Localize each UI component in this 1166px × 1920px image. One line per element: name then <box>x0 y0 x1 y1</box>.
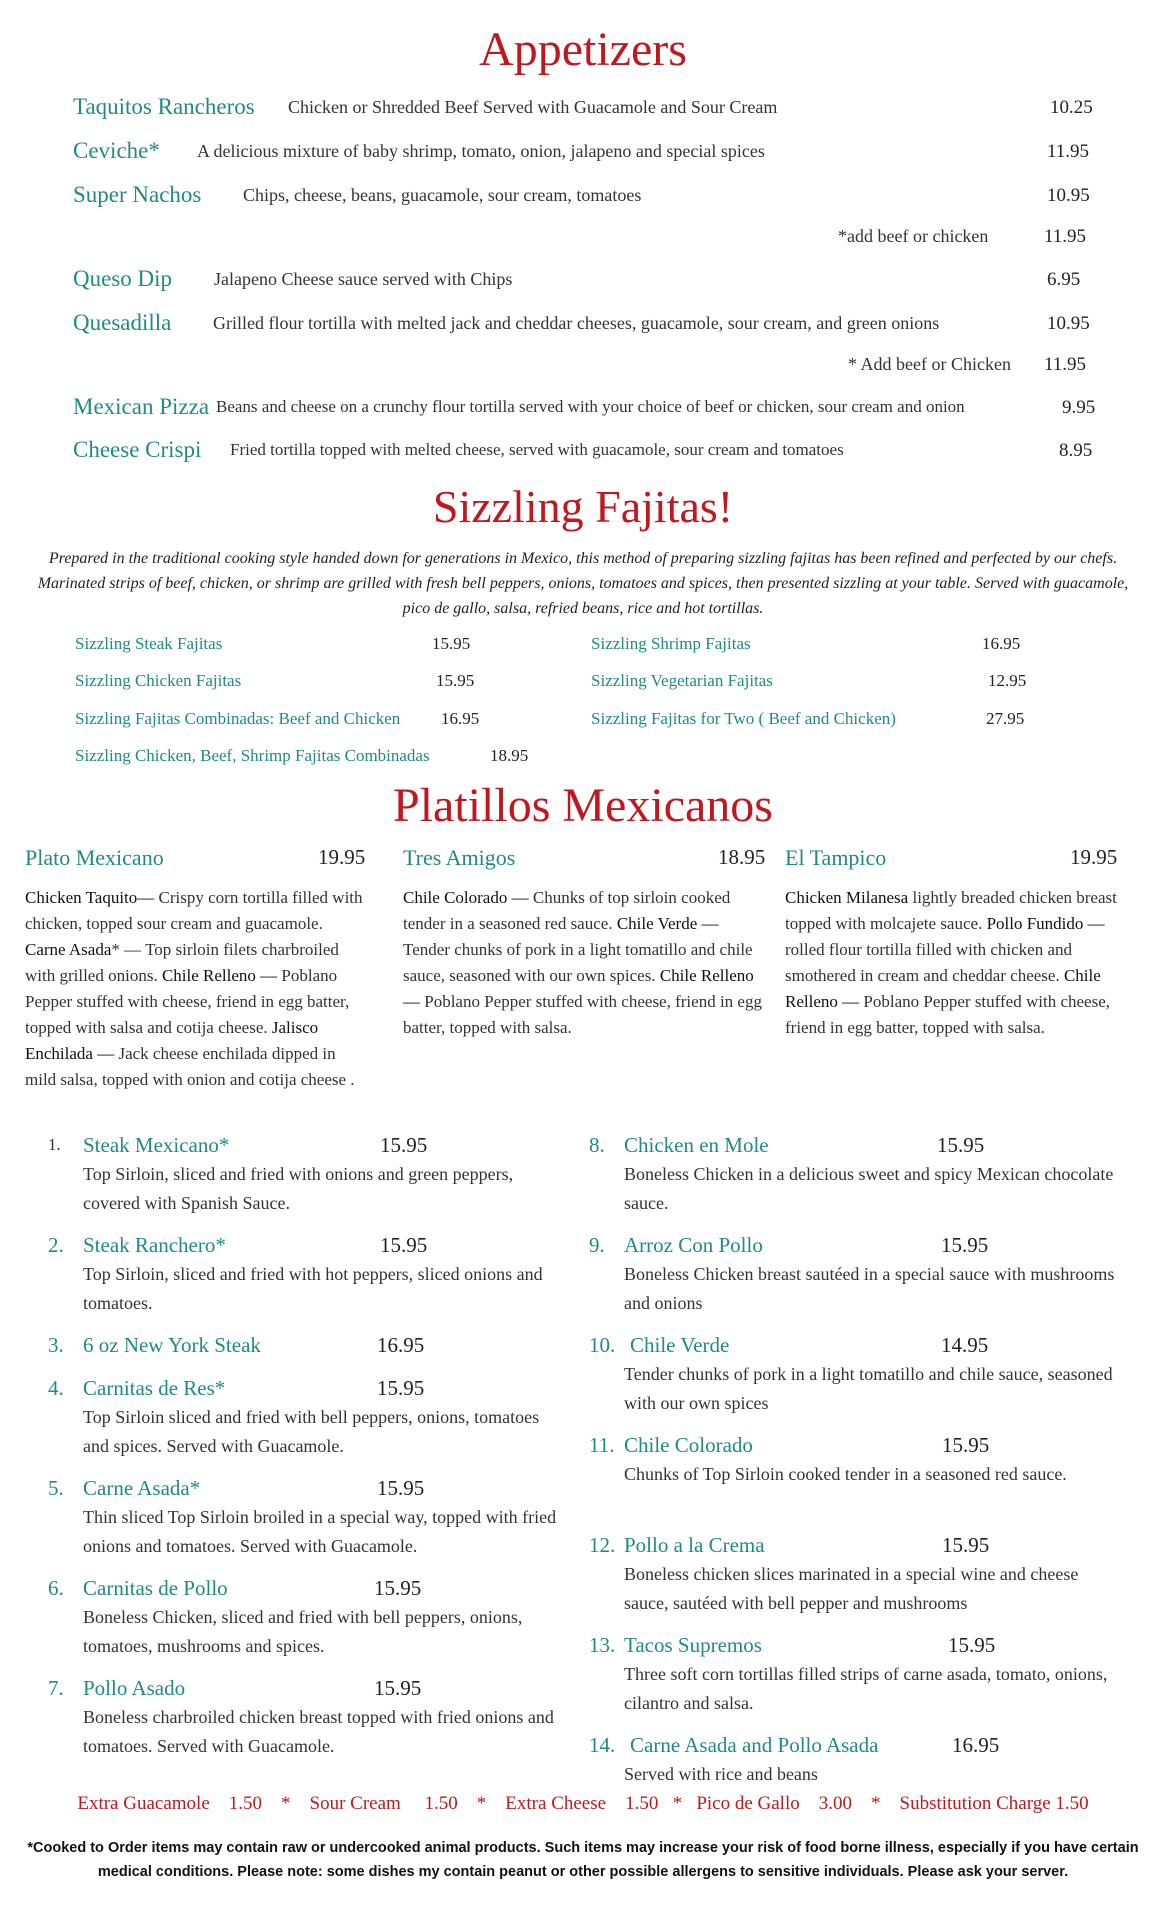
appetizer-name: Super Nachos <box>73 182 202 207</box>
combo-part-name: Chile Relleno — <box>785 966 1101 1011</box>
item-number: 5. <box>48 1476 64 1500</box>
appetizer-addon: * Add beef or Chicken <box>848 354 1011 374</box>
item-name: Steak Mexicano* <box>83 1133 230 1157</box>
item-price: 15.95 <box>374 1576 422 1600</box>
appetizer-desc: Chips, cheese, beans, guacamole, sour cream, tomatoes <box>243 185 642 205</box>
item-price: 15.95 <box>941 1233 989 1257</box>
combo-price: 18.95 <box>718 845 766 869</box>
allergen-disclaimer: *Cooked to Order items may contain raw or undercooked animal products. Such items may increase your risk of food borne illness, especially if you have certain medical conditions. Please note: some dishes my contain peanut or other possible allergens to sensitive individuals. Please ask your server. <box>27 1840 1139 1880</box>
appetizer-price: 9.95 <box>1062 397 1096 418</box>
combo-name: Tres Amigos <box>403 845 516 870</box>
extra-price: 1.50 <box>228 1793 262 1814</box>
item-number: 7. <box>48 1676 64 1700</box>
appetizer-name: Mexican Pizza <box>73 394 210 419</box>
item-desc: Top Sirloin, sliced and fried with onions and green peppers, covered with Spanish Sauce. <box>83 1164 514 1213</box>
item-price: 15.95 <box>377 1476 425 1500</box>
combo-part-name: Pollo Fundido — <box>986 914 1105 933</box>
appetizer-desc: A delicious mixture of baby shrimp, tomato, onion, jalapeno and special spices <box>197 141 765 161</box>
fajita-price: 16.95 <box>982 634 1021 653</box>
appetizer-addon: *add beef or chicken <box>838 226 989 246</box>
appetizer-price: 11.95 <box>1047 141 1090 162</box>
combo-part-name: Chile Relleno — <box>161 966 278 985</box>
appetizer-desc: Chicken or Shredded Beef Served with Guacamole and Sour Cream <box>288 97 778 117</box>
item-name: Pollo a la Crema <box>624 1533 765 1557</box>
item-name: Pollo Asado <box>83 1676 186 1700</box>
item-desc: Boneless Chicken in a delicious sweet and spicy Mexican chocolate sauce. <box>624 1164 1114 1213</box>
appetizer-desc: Beans and cheese on a crunchy flour tortilla served with your choice of beef or chicken, sour cream and onion <box>216 397 965 416</box>
item-number: 4. <box>48 1376 64 1400</box>
combo-part-text: * — Top sirloin filets charbroiled with grilled onions. <box>25 940 339 985</box>
item-number: 1. <box>48 1135 61 1154</box>
item-number: 9. <box>589 1233 605 1257</box>
item-price: 15.95 <box>948 1633 996 1657</box>
item-price: 15.95 <box>937 1133 985 1157</box>
fajita-name: Sizzling Fajitas for Two ( Beef and Chicken) <box>591 709 896 728</box>
item-number: 8. <box>589 1133 605 1157</box>
item-number: 2. <box>48 1233 64 1257</box>
combo-part-text: Chunks of top sirloin cooked tender in a seasoned red sauce. <box>403 888 731 933</box>
extra-separator: * <box>476 1793 487 1814</box>
item-name: 6 oz New York Steak <box>83 1333 261 1357</box>
item-price: 16.95 <box>377 1333 425 1357</box>
extra-name: Sour Cream <box>309 1793 401 1814</box>
fajita-price: 16.95 <box>441 709 480 728</box>
combo-part-text: Crispy corn tortilla filled with chicken, topped sour cream and guacamole. <box>25 888 363 933</box>
fajita-name: Sizzling Shrimp Fajitas <box>591 634 751 653</box>
combo-desc <box>785 885 1147 1041</box>
item-number: 6. <box>48 1576 64 1600</box>
fajitas-title: Sizzling Fajitas! <box>432 481 734 532</box>
extra-separator: * <box>281 1793 291 1814</box>
fajita-price: 27.95 <box>986 709 1025 728</box>
fajita-name: Sizzling Steak Fajitas <box>75 634 223 653</box>
combo-part-text: Poblano Pepper stuffed with cheese, friend in egg batter, topped with salsa and cotija cheese. <box>25 966 350 1037</box>
extra-price: 1.50 <box>424 1793 458 1814</box>
combo-part-name: Chicken Milanesa <box>785 888 909 907</box>
combo-desc <box>403 885 767 1041</box>
item-name: Carne Asada* <box>83 1476 201 1500</box>
item-desc: Top Sirloin sliced and fried with bell peppers, onions, tomatoes and spices. Served with Guacamole. <box>83 1407 540 1456</box>
extra-price: 1.50 <box>1055 1793 1089 1814</box>
combo-part-text: lightly breaded chicken breast topped with molcajete sauce. <box>785 888 1117 933</box>
item-price: 14.95 <box>941 1333 989 1357</box>
extras-line <box>0 1793 1166 1815</box>
item-price: 15.95 <box>380 1133 428 1157</box>
appetizer-price: 10.95 <box>1047 313 1090 334</box>
item-price: 16.95 <box>952 1733 1000 1757</box>
extra-name: Extra Guacamole <box>77 1793 210 1814</box>
item-desc: Three soft corn tortillas filled strips of carne asada, tomato, onions, cilantro and salsa. <box>624 1664 1108 1713</box>
appetizers-title: Appetizers <box>479 23 687 76</box>
item-name: Carne Asada and Pollo Asada <box>630 1733 879 1757</box>
fajita-name: Sizzling Chicken, Beef, Shrimp Fajitas Combinadas <box>75 746 430 765</box>
fajita-name: Sizzling Vegetarian Fajitas <box>591 671 773 690</box>
platillos-title: Platillos Mexicanos <box>393 779 773 832</box>
item-number: 3. <box>48 1333 64 1357</box>
combo-name: Plato Mexicano <box>25 845 164 870</box>
item-desc: Boneless chicken slices marinated in a special wine and cheese sauce, sautéed with bell pepper and mushrooms <box>624 1564 1079 1613</box>
item-name: Tacos Supremos <box>624 1633 762 1657</box>
combo-part-text: Poblano Pepper stuffed with cheese, friend in egg batter, topped with salsa. <box>403 992 762 1037</box>
item-desc: Chunks of Top Sirloin cooked tender in a seasoned red sauce. <box>624 1464 1067 1484</box>
item-number: 13. <box>589 1633 616 1657</box>
extra-name: Substitution Charge <box>899 1793 1051 1814</box>
combo-desc <box>25 885 365 1093</box>
appetizer-name: Queso Dip <box>73 266 173 291</box>
item-price: 15.95 <box>377 1376 425 1400</box>
appetizer-desc: Jalapeno Cheese sauce served with Chips <box>214 269 513 289</box>
combo-part-text: Poblano Pepper stuffed with cheese, friend in egg batter, topped with salsa. <box>785 992 1110 1037</box>
item-number: 12. <box>589 1533 616 1557</box>
fajita-name: Sizzling Chicken Fajitas <box>75 671 242 690</box>
appetizer-name: Taquitos Rancheros <box>73 94 255 119</box>
extra-price: 1.50 <box>625 1793 659 1814</box>
item-name: Chicken en Mole <box>624 1133 769 1157</box>
item-desc: Top Sirloin, sliced and fried with hot peppers, sliced onions and tomatoes. <box>83 1264 543 1313</box>
combo-price: 19.95 <box>1070 845 1118 869</box>
appetizer-name: Ceviche* <box>73 138 160 163</box>
item-price: 15.95 <box>374 1676 422 1700</box>
item-desc: Boneless Chicken breast sautéed in a special sauce with mushrooms and onions <box>624 1264 1115 1313</box>
item-name: Arroz Con Pollo <box>624 1233 763 1257</box>
appetizer-price: 10.95 <box>1047 185 1090 206</box>
item-price: 15.95 <box>380 1233 428 1257</box>
appetizer-addon-price: 11.95 <box>1044 354 1087 375</box>
item-number: 10. <box>589 1333 616 1357</box>
appetizer-addon-price: 11.95 <box>1044 226 1087 247</box>
item-name: Carnitas de Res* <box>83 1376 226 1400</box>
appetizer-price: 10.25 <box>1050 97 1093 118</box>
appetizer-desc: Grilled flour tortilla with melted jack and cheddar cheeses, guacamole, sour cream, and green onions <box>213 313 940 333</box>
item-desc: Tender chunks of pork in a light tomatillo and chile sauce, seasoned with our own spices <box>624 1364 1113 1413</box>
combo-part-text: rolled flour tortilla filled with chicken and smothered in cream and cheddar cheese. <box>785 940 1073 985</box>
appetizer-desc: Fried tortilla topped with melted cheese, served with guacamole, sour cream and tomatoes <box>230 440 844 459</box>
combo-part-name: Chile Colorado — <box>403 888 529 907</box>
extra-price: 3.00 <box>818 1793 852 1814</box>
combo-part-text: Jack cheese enchilada dipped in mild salsa, topped with onion and cotija cheese . <box>25 1044 355 1089</box>
item-desc: Served with rice and beans <box>624 1764 818 1784</box>
item-price: 15.95 <box>942 1433 990 1457</box>
fajita-price: 15.95 <box>432 634 471 653</box>
appetizer-name: Quesadilla <box>73 310 172 335</box>
extra-name: Pico de Gallo <box>696 1793 800 1814</box>
appetizer-price: 8.95 <box>1059 440 1093 461</box>
item-name: Carnitas de Pollo <box>83 1576 228 1600</box>
combo-part-name: Chile Relleno — <box>403 966 754 1011</box>
item-desc: Thin sliced Top Sirloin broiled in a special way, topped with fried onions and tomatoes. Served with Guacamole. <box>83 1507 557 1556</box>
appetizer-name: Cheese Crispi <box>73 437 202 462</box>
combo-name: El Tampico <box>785 845 887 870</box>
item-number: 14. <box>589 1733 616 1757</box>
combo-part-name: Chile Verde — <box>616 914 719 933</box>
item-name: Chile Verde <box>630 1333 730 1357</box>
extra-separator: * <box>871 1793 881 1814</box>
extra-name: Extra Cheese <box>505 1793 607 1814</box>
extra-separator: * <box>672 1793 683 1814</box>
fajita-price: 15.95 <box>436 671 475 690</box>
appetizer-price: 6.95 <box>1047 269 1081 290</box>
fajita-name: Sizzling Fajitas Combinadas: Beef and Chicken <box>75 709 401 728</box>
item-name: Steak Ranchero* <box>83 1233 226 1257</box>
combo-part-name: Chicken Taquito— <box>25 888 155 907</box>
fajita-price: 18.95 <box>490 746 529 765</box>
fajitas-intro: Prepared in the traditional cooking style handed down for generations in Mexico, this method of preparing sizzling fajitas has been refined and perfected by our chefs. Marinated strips of beef, chicken, or shrimp are grilled with fresh bell peppers, onions, tomatoes and spices, then presented sizzling at your table. Served with guacamole, pico de gallo, salsa, refried beans, rice and hot tortillas. <box>37 550 1129 617</box>
combo-part-text: Tender chunks of pork in a light tomatillo and chile sauce, seasoned with our own spices. <box>403 940 753 985</box>
combo-part-name: Carne Asada <box>25 940 112 959</box>
item-name: Chile Colorado <box>624 1433 753 1457</box>
item-desc: Boneless Chicken, sliced and fried with bell peppers, onions, tomatoes, mushrooms and spices. <box>83 1607 523 1656</box>
item-number: 11. <box>589 1433 615 1457</box>
item-desc: Boneless charbroiled chicken breast topped with fried onions and tomatoes. Served with Guacamole. <box>83 1707 554 1756</box>
combo-price: 19.95 <box>318 845 366 869</box>
fajita-price: 12.95 <box>988 671 1027 690</box>
combo-part-name: Jalisco Enchilada — <box>25 1018 319 1063</box>
item-price: 15.95 <box>942 1533 990 1557</box>
